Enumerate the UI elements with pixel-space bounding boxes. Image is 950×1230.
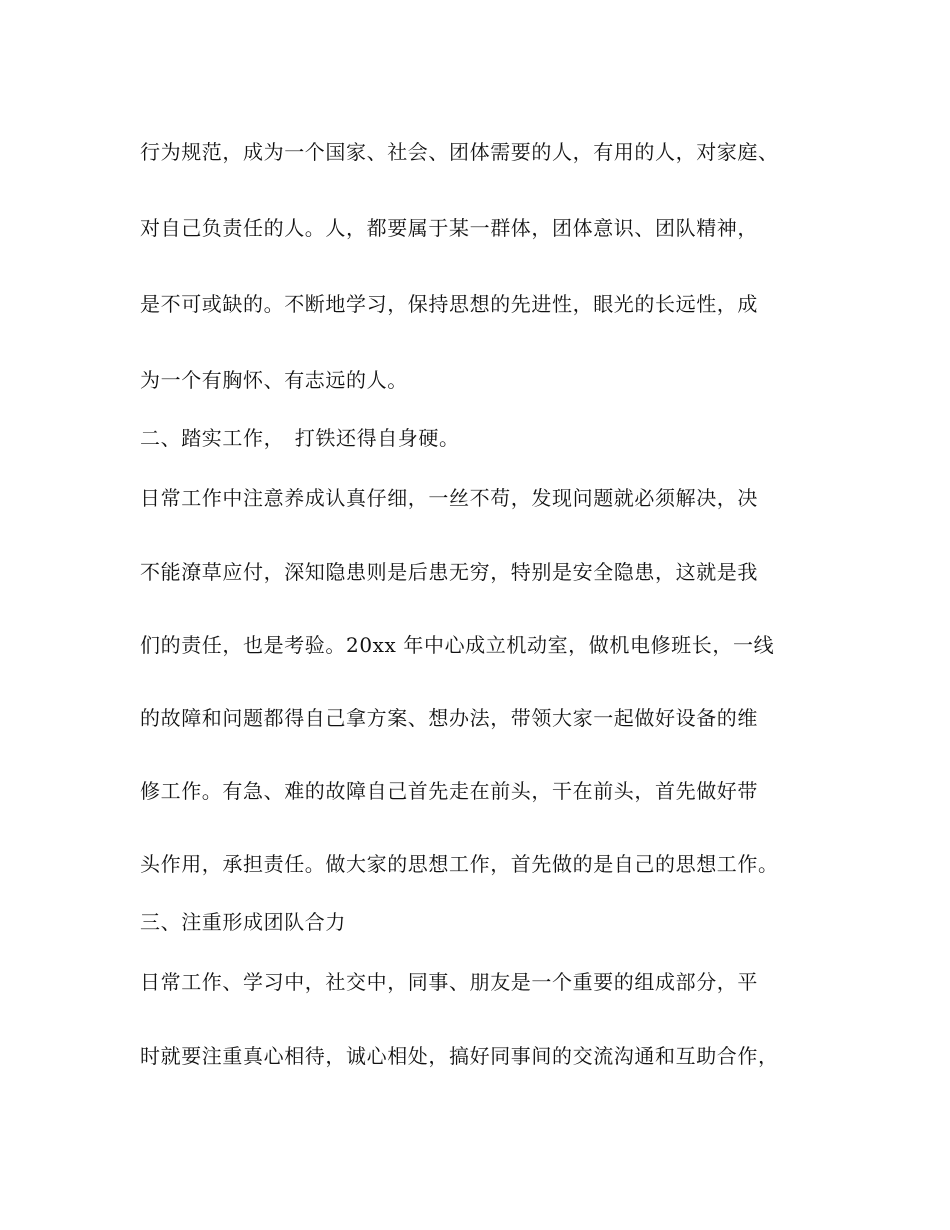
text-line: 时就要注重真心相待，诚心相处，搞好同事间的交流沟通和互助合作， [140,1044,779,1068]
section-heading: 三、注重形成团队合力 [140,910,346,934]
text-line: 不能潦草应付，深知隐患则是后患无穷，特别是安全隐患，这就是我 [140,560,758,584]
text-line: 修工作。有急、难的故障自己首先走在前头，干在前头，首先做好带 [140,779,758,803]
text-line: 们的责任，也是考验。20xx 年中心成立机动室，做机电修班长，一线 [140,633,775,657]
text-line: 为一个有胸怀、有志远的人。 [140,368,408,392]
text-line: 行为规范，成为一个国家、社会、团体需要的人，有用的人，对家庭、 [140,140,779,164]
text-line: 日常工作中注意养成认真仔细，一丝不苟，发现问题就必须解决，决 [140,486,758,510]
text-line: 日常工作、学习中，社交中，同事、朋友是一个重要的组成部分，平 [140,970,758,994]
text-line: 的故障和问题都得自己拿方案、想办法，带领大家一起做好设备的维 [140,706,758,730]
text-line: 是不可或缺的。不断地学习，保持思想的先进性，眼光的长远性，成 [140,292,758,316]
text-line: 对自己负责任的人。人，都要属于某一群体，团体意识、团队精神， [140,216,758,240]
text-line: 头作用，承担责任。做大家的思想工作，首先做的是自己的思想工作。 [140,852,779,876]
section-heading: 二、踏实工作， 打铁还得自身硬。 [140,426,460,450]
